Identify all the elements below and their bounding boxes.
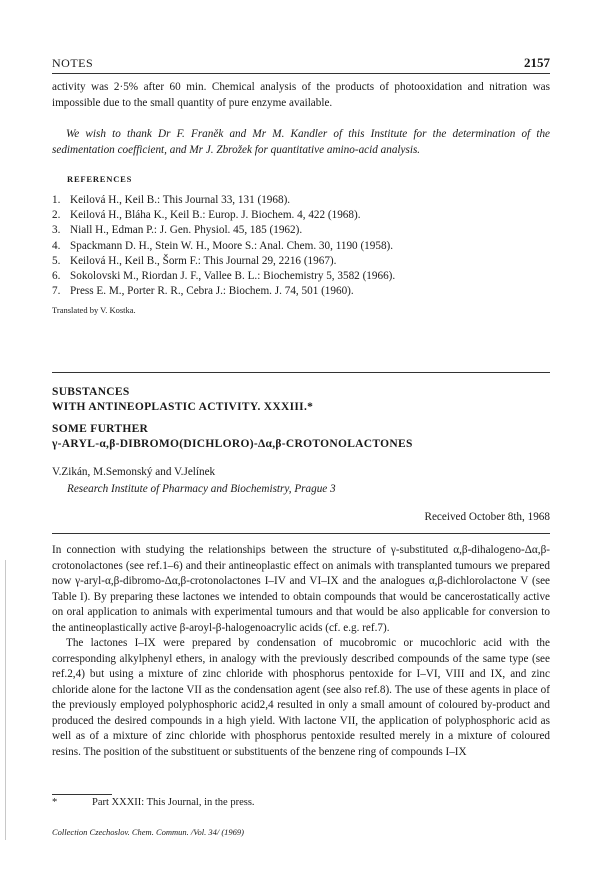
reference-list xyxy=(52,193,550,299)
reference-item: 1. Keilová H., Keil B.: This Journal 33, 131 (1968). xyxy=(52,194,291,206)
article-subtitle: SOME FURTHER γ-ARYL-α,β-DIBROMO(DICHLORO)-Δα,β-CROTONOLACTONES xyxy=(52,423,413,450)
footnote-rule xyxy=(52,794,112,795)
footnote xyxy=(52,797,255,808)
acknowledgement: We wish to thank Dr F. Franěk and Mr M. Kandler of this Institute for the determination of the sedimentation coefficient, and Mr J. Zbrožek for quantitative amino-acid analysis. xyxy=(52,128,550,156)
footnote-text: Part XXXII: This Journal, in the press. xyxy=(92,797,255,808)
reference-item: 2. Keilová H., Bláha K., Keil B.: Europ. J. Biochem. 4, 422 (1968). xyxy=(52,209,361,222)
translator-credit: Translated by V. Kostka. xyxy=(52,305,136,315)
reference-item: 3. Niall H., Edman P.: J. Gen. Physiol. 45, 185 (1962). xyxy=(52,224,303,237)
page-number: 2157 xyxy=(524,55,550,70)
references-title: REFERENCES xyxy=(67,174,133,184)
received-date: Received October 8th, 1968 xyxy=(424,511,550,523)
header-rule xyxy=(52,73,550,74)
reference-item: 6. Sokolovski M., Riordan J. F., Vallee B. L.: Biochemistry 5, 3582 (1966). xyxy=(52,270,396,283)
article-title: SUBSTANCES WITH ANTINEOPLASTIC ACTIVITY. XXXIII.* xyxy=(52,386,314,413)
journal-footer: Collection Czechoslov. Chem. Commun. /Vol. 34/ (1969) xyxy=(52,827,245,837)
footnote-marker: * xyxy=(52,797,58,808)
intro-paragraph: activity was 2·5% after 60 min. Chemical analysis of the products of photooxidation and nitration was impossible due to the small quantity of pure enzyme available. xyxy=(52,81,550,109)
running-header-section: NOTES xyxy=(52,56,94,70)
article-body xyxy=(52,543,550,760)
article-institute: Research Institute of Pharmacy and Biochemistry, Prague 3 xyxy=(67,483,336,495)
scan-gutter-line xyxy=(5,560,6,840)
article-authors: V.Zikán, M.Semonský and V.Jelínek xyxy=(52,466,216,478)
reference-item: 7. Press E. M., Porter R. R., Cebra J.: Biochem. J. 74, 501 (1960). xyxy=(52,285,354,298)
body-paragraph: The lactones I–IX were prepared by condensation of mucobromic or mucochloric acid with the corresponding alkylphenyl ethers, in analogy with the previously described compounds of the same type (see ref.2,4) but using a mixture of zinc chloride with phosphorus pentoxide for I–VI, VIII and IX, and zinc chloride alone for the lactone VII as the condensation agent (see also ref.8). The use of these agents in place of the previously employed polyphosphoric acid2,4 resulted in only a small amount of coloured by-product and produced the desired compounds in a high yield. With lactone VII, the application of polyphosphoric acid as well as of a mixture of zinc chloride with phosphorus pentoxide resulted merely in a mixture of coloured resins. The position of the substituent or substituents of the benzene ring of compounds I–IX xyxy=(52,637,550,758)
body-paragraph: In connection with studying the relationships between the structure of γ-substituted α,β-dihalogeno-Δα,β-crotonolactones (see ref.1–6) and their antineoplastic effect on animals with transplanted tumours we prepared now γ-aryl-α,β-dibromo-Δα,β-crotonolactones I–IV and VI–IX and the analogues α,β-dichlorolactone V (see Table I). By preparing these lactones we intended to obtain compounds that would be cancerostatically active on oral application to animals with experimental tumours and that would be also applicable for conversion to the antineoplastically active β-aroyl-β-halogenoacrylic acids (cf. e.g. ref.7). xyxy=(52,544,550,634)
reference-item: 4. Spackmann D. H., Stein W. H., Moore S.: Anal. Chem. 30, 1190 (1958). xyxy=(52,239,394,252)
article-rule xyxy=(52,533,550,534)
article-separator xyxy=(52,372,550,373)
reference-item: 5. Keilová H., Keil B., Šorm F.: This Journal 29, 2216 (1967). xyxy=(52,254,337,267)
